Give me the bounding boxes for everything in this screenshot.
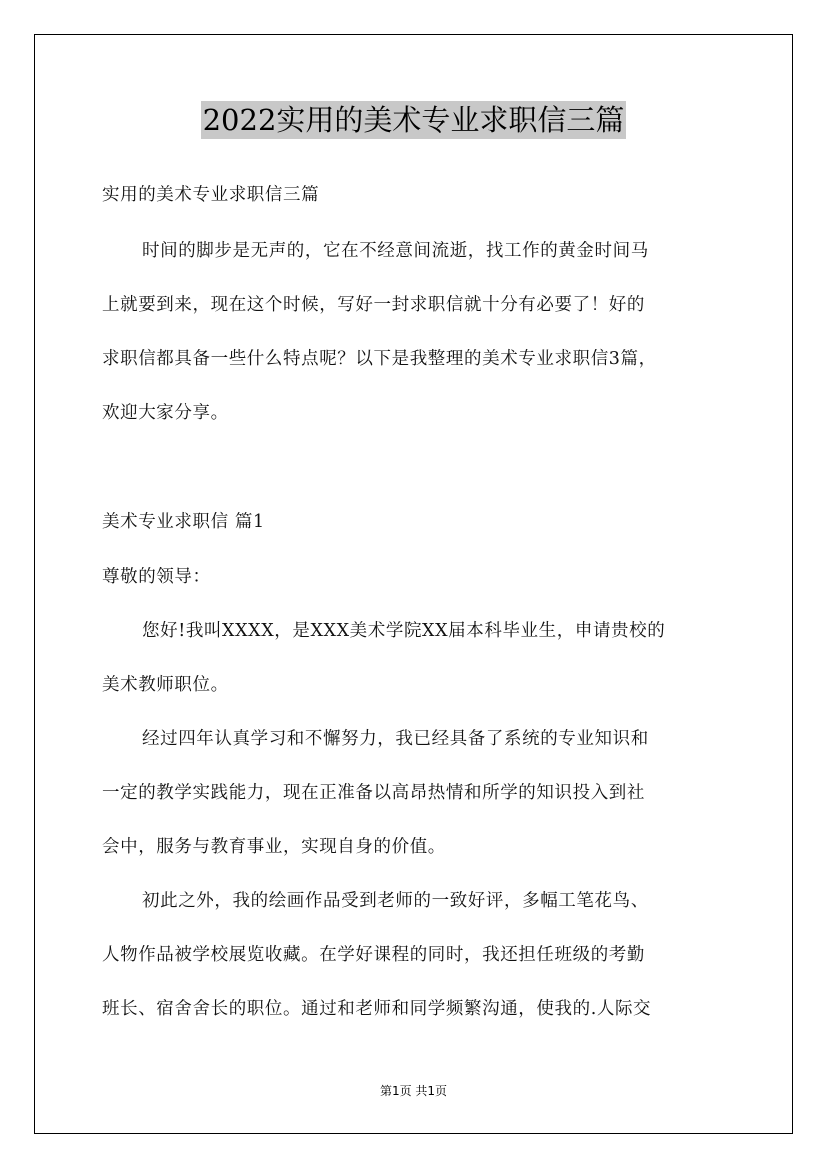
paragraph-line: 班长、宿舍舍长的职位。通过和老师和同学频繁沟通，使我的.人际交: [102, 999, 652, 1019]
document-title: 2022实用的美术专业求职信三篇: [202, 103, 625, 137]
paragraph-line: 一定的教学实践能力，现在正准备以高昂热情和所学的知识投入到社: [102, 783, 645, 803]
paragraph-line: 时间的脚步是无声的，它在不经意间流逝，找工作的黄金时间马: [142, 241, 649, 261]
paragraph-line: 会中，服务与教育事业，实现自身的价值。: [102, 837, 446, 857]
paragraph-line: 美术教师职位。: [102, 675, 229, 695]
paragraph-line: 欢迎大家分享。: [102, 403, 229, 423]
paragraph-line: 求职信都具备一些什么特点呢？以下是我整理的美术专业求职信3篇，: [102, 349, 657, 369]
paragraph-line: 您好!我叫XXXX，是XXX美术学院XX届本科毕业生，申请贵校的: [142, 621, 666, 641]
paragraph-line: 上就要到来，现在这个时候，写好一封求职信就十分有必要了！好的: [102, 295, 645, 315]
subtitle-line: 实用的美术专业求职信三篇: [102, 185, 320, 205]
paragraph-line: 初此之外，我的绘画作品受到老师的一致好评，多幅工笔花鸟、: [142, 891, 649, 911]
salutation: 尊敬的领导：: [102, 567, 211, 587]
paragraph-line: 经过四年认真学习和不懈努力，我已经具备了系统的专业知识和: [142, 729, 649, 749]
section-heading: 美术专业求职信 篇1: [102, 512, 265, 532]
page-footer: 第1页 共1页: [379, 1084, 448, 1098]
paragraph-line: 人物作品被学校展览收藏。在学好课程的同时，我还担任班级的考勤: [102, 945, 645, 965]
